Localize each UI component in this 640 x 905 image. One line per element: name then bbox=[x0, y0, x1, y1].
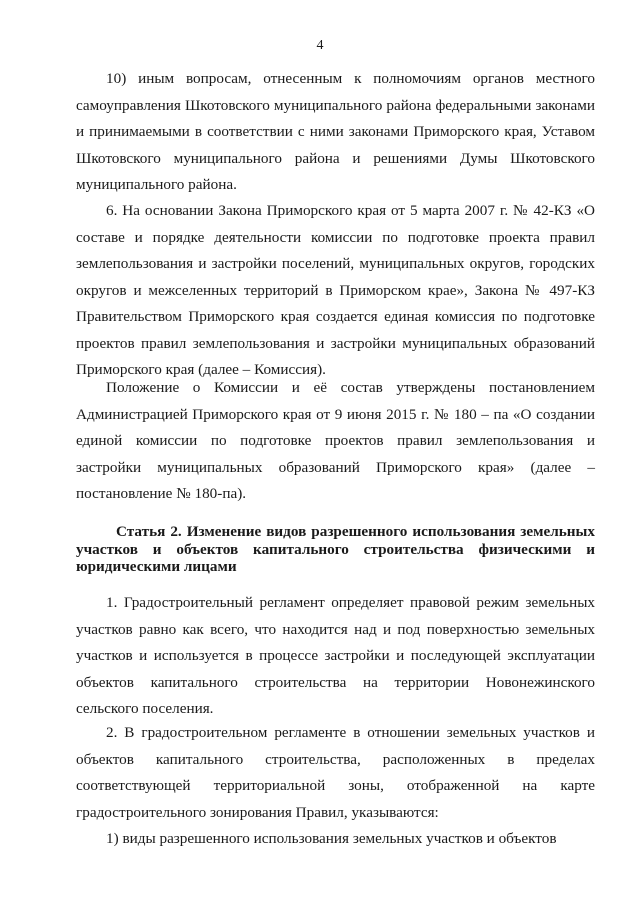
paragraph-subitem-1: 1) виды разрешенного использования земельных участков и объектов bbox=[106, 830, 557, 847]
paragraph-item-10: 10) иным вопросам, отнесенным к полномочиям органов местного самоуправления Шкотовского муниципального района федеральными законами и принимаемыми в соответствии с ними законами Приморского края, Уставом Шкотовского муниципального района и решениями Думы Шкотовского муниципального района. bbox=[76, 70, 595, 193]
article-2-heading: Статья 2. Изменение видов разрешенного использования земельных участков и объектов капитального строительства физическими и юридическими лицами bbox=[76, 523, 595, 575]
paragraph-item-6: 6. На основании Закона Приморского края от 5 марта 2007 г. № 42-КЗ «О составе и порядке деятельности комиссии по подготовке проекта правил землепользования и застройки поселений, муниципальных округов, городских округов и межселенных территорий в Приморском крае», Закона № 497-КЗ Правительством Приморского края создается единая комиссия по подготовке проектов правил землепользования и застройки муниципальных образований Приморского края (далее – Комиссия). bbox=[76, 202, 595, 378]
paragraph-article-2-item-1: 1. Градостроительный регламент определяет правовой режим земельных участков равно как всего, что находится над и под поверхностью земельных участков и используется в процессе застройки и последующей эксплуатации объектов капитального строительства на территории Новонежинского сельского поселения. bbox=[76, 594, 595, 717]
paragraph-article-2-item-2: 2. В градостроительном регламенте в отношении земельных участков и объектов капитального строительства, расположенных в пределах соответствующей территориальной зоны, отображенной на карте градостроительного зонирования Правил, указываются: bbox=[76, 724, 595, 821]
page-number: 4 bbox=[316, 38, 324, 53]
paragraph-commission-regulation: Положение о Комиссии и её состав утверждены постановлением Администрацией Приморского края от 9 июня 2015 г. № 180 – па «О создании единой комиссии по подготовке проектов правил землепользования и застройки муниципальных образований Приморского края» (далее – постановление № 180-па). bbox=[76, 379, 595, 502]
